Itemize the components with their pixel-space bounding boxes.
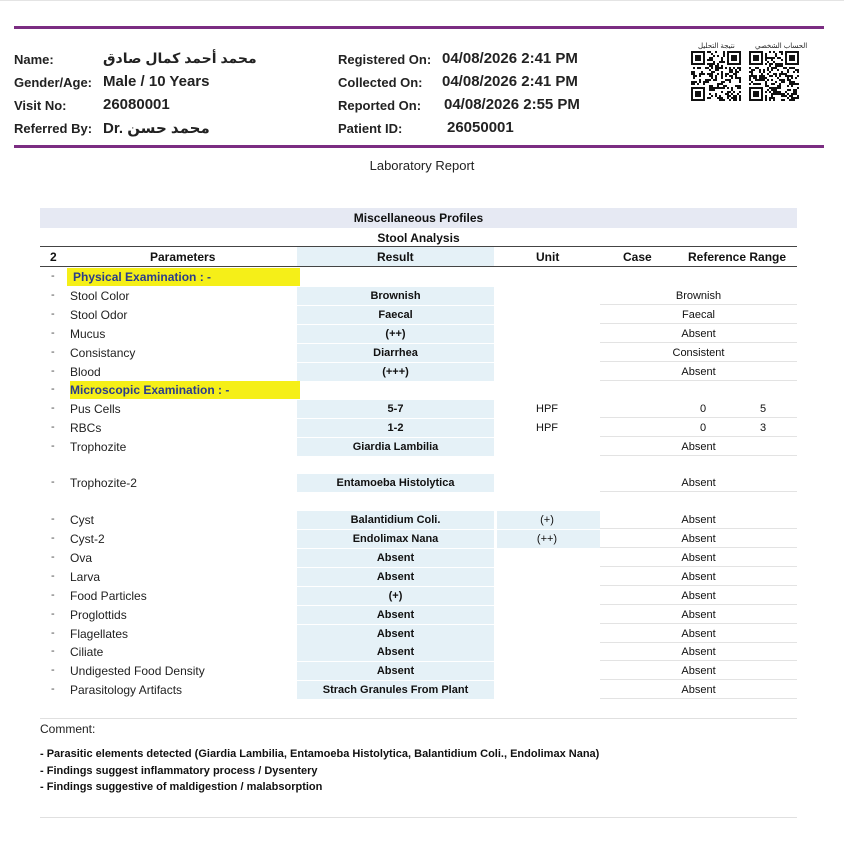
collected-label: Collected On: bbox=[338, 75, 423, 90]
reference-value: Absent bbox=[681, 533, 716, 545]
parameter-name: Trophozite-2 bbox=[70, 476, 137, 490]
section-microscopic-row bbox=[40, 381, 797, 399]
registered-label: Registered On: bbox=[338, 52, 432, 67]
unit-value: (++) bbox=[536, 533, 558, 545]
table-row bbox=[40, 681, 797, 699]
reference-cell-underline bbox=[600, 304, 797, 305]
parameter-name: Trophozite bbox=[70, 440, 127, 454]
parameter-name: Blood bbox=[70, 365, 101, 379]
column-result: Result bbox=[377, 250, 414, 264]
table-row bbox=[40, 530, 797, 548]
table-row bbox=[40, 568, 797, 586]
row-dash: - bbox=[51, 627, 55, 639]
result-value: Absent bbox=[376, 552, 415, 564]
reference-value: Absent bbox=[681, 441, 716, 453]
report-title: Laboratory Report bbox=[369, 158, 475, 173]
table-row bbox=[40, 662, 797, 680]
unit-value: HPF bbox=[536, 403, 558, 415]
parameter-name: Consistancy bbox=[70, 346, 136, 360]
reference-cell-underline bbox=[600, 528, 797, 529]
header-bottom-rule bbox=[14, 145, 824, 148]
reference-value: Absent bbox=[681, 328, 716, 340]
parameter-name: Stool Odor bbox=[70, 308, 128, 322]
table-row bbox=[40, 325, 797, 343]
table-row bbox=[40, 287, 797, 305]
result-value: 1-2 bbox=[387, 422, 404, 434]
reference-cell-underline bbox=[600, 604, 797, 605]
result-value: (+++) bbox=[382, 366, 409, 378]
section-physical-row bbox=[40, 268, 797, 286]
comment-label: Comment: bbox=[40, 722, 96, 736]
row-dash: - bbox=[51, 608, 55, 620]
row-dash: - bbox=[51, 365, 55, 377]
account-qr-code-icon[interactable] bbox=[749, 51, 799, 101]
reference-value: Absent bbox=[681, 571, 716, 583]
physical-section-highlight bbox=[67, 268, 300, 286]
table-row bbox=[40, 363, 797, 381]
table-header-bottom-line bbox=[40, 266, 797, 267]
reference-cell-underline bbox=[600, 660, 797, 661]
row-dash: - bbox=[51, 383, 55, 395]
table-row bbox=[40, 400, 797, 418]
reference-cell-underline bbox=[600, 566, 797, 567]
reference-value: Faecal bbox=[681, 309, 716, 321]
row-dash: - bbox=[51, 683, 55, 695]
top-border bbox=[0, 0, 844, 1]
reference-value: Absent bbox=[681, 366, 716, 378]
result-value: Balantidium Coli. bbox=[350, 514, 441, 526]
comment-bottom-separator bbox=[40, 817, 797, 818]
reference-cell-underline bbox=[600, 455, 797, 456]
table-row bbox=[40, 438, 797, 456]
analysis-title: Stool Analysis bbox=[377, 231, 460, 245]
reference-low: 0 bbox=[700, 422, 707, 434]
table-row bbox=[40, 625, 797, 643]
reference-cell-underline bbox=[600, 417, 797, 418]
result-value: Strach Granules From Plant bbox=[322, 684, 469, 696]
row-dash: - bbox=[51, 645, 55, 657]
qr-result-label: نتيجة التحليل bbox=[698, 43, 735, 50]
visit-value: 26080001 bbox=[103, 96, 170, 113]
column-number: 2 bbox=[50, 250, 57, 264]
parameter-name: Mucus bbox=[70, 327, 106, 341]
table-row bbox=[40, 587, 797, 605]
reference-value: Brownish bbox=[675, 290, 722, 302]
reported-label: Reported On: bbox=[338, 98, 422, 113]
collected-value: 04/08/2026 2:41 PM bbox=[442, 73, 578, 90]
table-row bbox=[40, 344, 797, 362]
comment-line-1: - Parasitic elements detected (Giardia Lambilia, Entamoeba Histolytica, Balantidium Coli., Endolimax Nana) bbox=[40, 748, 600, 760]
table-row bbox=[40, 474, 797, 492]
header-top-rule bbox=[14, 26, 824, 29]
reference-value: Absent bbox=[681, 628, 716, 640]
column-case: Case bbox=[623, 250, 652, 264]
result-value: Absent bbox=[376, 609, 415, 621]
result-qr-code-icon[interactable] bbox=[691, 51, 741, 101]
column-parameters: Parameters bbox=[150, 250, 216, 264]
comment-top-separator bbox=[40, 718, 797, 719]
result-value: Absent bbox=[376, 646, 415, 658]
result-value: 5-7 bbox=[387, 403, 404, 415]
parameter-name: Flagellates bbox=[70, 627, 129, 641]
row-dash: - bbox=[51, 270, 55, 282]
row-dash: - bbox=[51, 513, 55, 525]
physical-section-title: Physical Examination : - bbox=[73, 270, 212, 284]
row-dash: - bbox=[51, 570, 55, 582]
patient-id-label: Patient ID: bbox=[338, 121, 403, 136]
reference-low: 0 bbox=[700, 403, 707, 415]
result-value: Faecal bbox=[378, 309, 413, 321]
reference-value: Absent bbox=[681, 646, 716, 658]
parameter-name: Undigested Food Density bbox=[70, 664, 205, 678]
reference-value: Absent bbox=[681, 514, 716, 526]
parameter-name: Proglottids bbox=[70, 608, 127, 622]
reference-value: Absent bbox=[681, 552, 716, 564]
table-row bbox=[40, 419, 797, 437]
result-value: (++) bbox=[385, 328, 406, 340]
result-value: (+) bbox=[388, 590, 403, 602]
microscopic-section-highlight bbox=[70, 381, 300, 399]
row-dash: - bbox=[51, 551, 55, 563]
reference-high: 3 bbox=[760, 422, 767, 434]
reference-value: Absent bbox=[681, 590, 716, 602]
row-dash: - bbox=[51, 346, 55, 358]
parameter-name: Larva bbox=[70, 570, 101, 584]
column-unit: Unit bbox=[536, 250, 560, 264]
result-value: Absent bbox=[376, 665, 415, 677]
result-value: Absent bbox=[376, 628, 415, 640]
profile-title: Miscellaneous Profiles bbox=[353, 211, 484, 225]
reference-cell-underline bbox=[600, 342, 797, 343]
parameter-name: Cyst-2 bbox=[70, 532, 105, 546]
reference-cell-underline bbox=[600, 585, 797, 586]
row-dash: - bbox=[51, 308, 55, 320]
parameter-name: RBCs bbox=[70, 421, 102, 435]
microscopic-section-title: Microscopic Examination : - bbox=[70, 383, 230, 397]
table-row bbox=[40, 606, 797, 624]
comment-line-3: - Findings suggestive of maldigestion / malabsorption bbox=[40, 781, 323, 793]
row-dash: - bbox=[51, 589, 55, 601]
reference-cell-underline bbox=[600, 380, 797, 381]
reference-cell-underline bbox=[600, 679, 797, 680]
table-row bbox=[40, 511, 797, 529]
row-dash: - bbox=[51, 664, 55, 676]
parameter-name: Food Particles bbox=[70, 589, 147, 603]
unit-value: HPF bbox=[536, 422, 558, 434]
result-value: Absent bbox=[376, 571, 415, 583]
row-dash: - bbox=[51, 532, 55, 544]
reported-value: 04/08/2026 2:55 PM bbox=[444, 96, 580, 113]
column-reference: Reference Range bbox=[688, 250, 787, 264]
parameter-name: Ova bbox=[70, 551, 93, 565]
reference-cell-underline bbox=[600, 436, 797, 437]
parameter-name: Stool Color bbox=[70, 289, 130, 303]
patient-id-value: 26050001 bbox=[447, 119, 514, 136]
result-value: Giardia Lambilia bbox=[352, 441, 439, 453]
result-value: Diarrhea bbox=[373, 347, 418, 359]
reference-cell-underline bbox=[600, 698, 797, 699]
reference-cell-underline bbox=[600, 623, 797, 624]
result-value: Entamoeba Histolytica bbox=[336, 477, 455, 489]
row-dash: - bbox=[51, 327, 55, 339]
row-dash: - bbox=[51, 289, 55, 301]
reference-cell-underline bbox=[600, 547, 797, 548]
comment-line-2: - Findings suggest inflammatory process / Dysentery bbox=[40, 765, 318, 777]
unit-value: (+) bbox=[540, 514, 554, 526]
reference-value: Absent bbox=[681, 684, 716, 696]
qr-account-label: الحساب الشخصي bbox=[755, 43, 808, 50]
visit-label: Visit No: bbox=[14, 98, 67, 113]
reference-cell-underline bbox=[600, 491, 797, 492]
parameter-name: Cyst bbox=[70, 513, 94, 527]
table-row bbox=[40, 306, 797, 324]
referred-value: Dr. محمد حسن bbox=[103, 120, 210, 137]
gender-value: Male / 10 Years bbox=[103, 73, 210, 90]
name-label: Name: bbox=[14, 52, 54, 67]
reference-value: Absent bbox=[681, 477, 716, 489]
parameter-name: Ciliate bbox=[70, 645, 104, 659]
name-value: محمد أحمد كمال صادق bbox=[103, 50, 257, 66]
reference-cell-underline bbox=[600, 361, 797, 362]
row-dash: - bbox=[51, 440, 55, 452]
row-dash: - bbox=[51, 421, 55, 433]
row-dash: - bbox=[51, 476, 55, 488]
reference-high: 5 bbox=[760, 403, 767, 415]
result-value: Endolimax Nana bbox=[352, 533, 439, 545]
table-row bbox=[40, 643, 797, 661]
registered-value: 04/08/2026 2:41 PM bbox=[442, 50, 578, 67]
reference-value: Absent bbox=[681, 665, 716, 677]
reference-value: Absent bbox=[681, 609, 716, 621]
gender-label: Gender/Age: bbox=[14, 75, 93, 90]
table-row bbox=[40, 549, 797, 567]
result-value: Brownish bbox=[370, 290, 421, 302]
reference-value: Consistent bbox=[672, 347, 725, 359]
referred-label: Referred By: bbox=[14, 121, 93, 136]
parameter-name: Pus Cells bbox=[70, 402, 121, 416]
row-dash: - bbox=[51, 402, 55, 414]
reference-cell-underline bbox=[600, 323, 797, 324]
parameter-name: Parasitology Artifacts bbox=[70, 683, 183, 697]
